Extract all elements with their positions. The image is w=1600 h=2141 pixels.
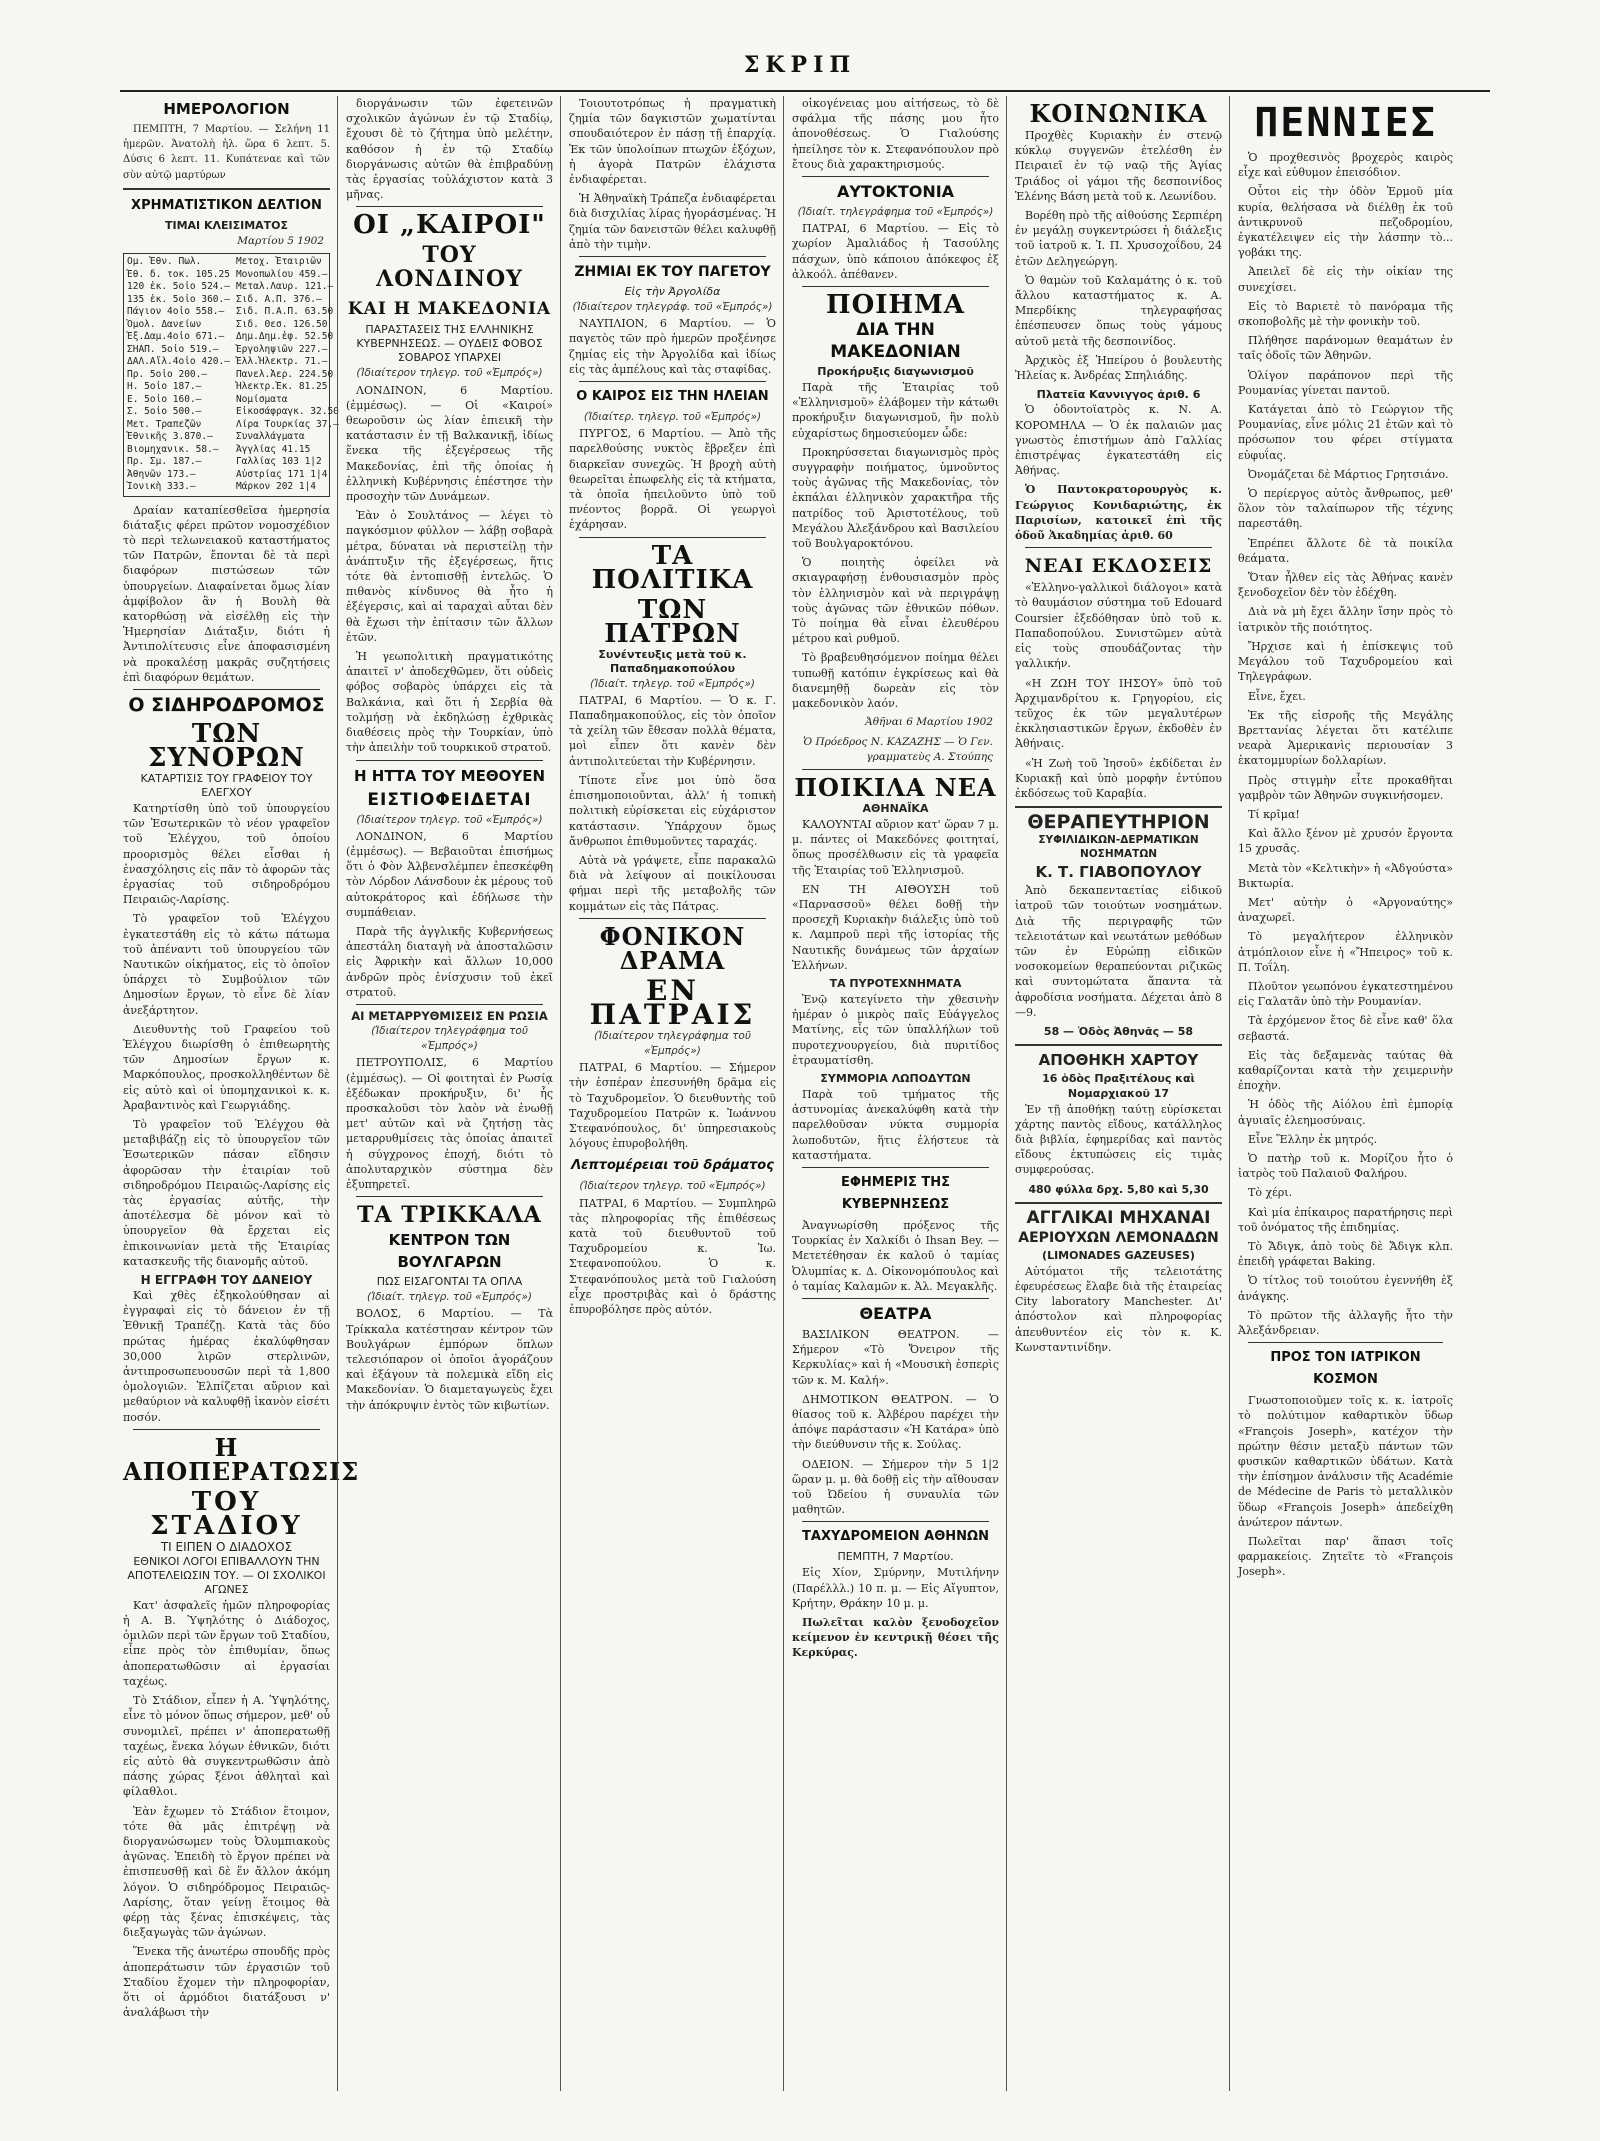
apothiki-address: 16 ὁδὸς Πραξιτέλους καὶ Νομαρχιακοῦ 17 [1042,1072,1195,1101]
pennies-item: Ὁ προχθεσινὸς βροχερὸς καιρὸς εἶχε καὶ εὐθυμον ἐπεισόδιον. [1238,151,1453,180]
stock-cell: Ἐξ.Δαμ.4οἰο 671.— [127,331,225,343]
stock-cell: Γαλλίας 103 1|2 [235,456,322,468]
stock-cell: Σιδ. Π.Α.Π. 63.50 [235,306,334,318]
sidirodromos-p3: Διευθυντὴς τοῦ Γραφείου τοῦ Ἐλέγχου διωρίσθη ὁ ἐπιθεωρητὴς τῶν Δημοσίων ἔργων κ. Μαρκόπουλος, προσκολληθέντων δὲ εἰς αὐτὸ καὶ οἱ ὑπομηχανικοὶ κ. κ. Ἀραβαντινὸς καὶ Γεωργιάδης. [123,1022,330,1112]
stadio-subhead-1: ΤΙ ΕΙΠΕΝ Ο ΔΙΑΔΟΧΟΣ [160,1539,293,1554]
stadio-subhead-2: ΕΘΝΙΚΟΙ ΛΟΓΟΙ ΕΠΙΒΑΛΛΟΥΝ ΤΗΝ ΑΠΟΤΕΛΕΙΩΣΙΝ ΤΟΥ. — ΟΙ ΣΧΟΛΙΚΟΙ ΑΓΩΝΕΣ [127,1554,326,1596]
iatrikos-kosmos-p: Γνωστοποιοῦμεν τοῖς κ. κ. ἰατροῖς τὸ πολύτιμον καθαρτικὸν ὕδωρ «François Joseph», κατέχον τὴν πρώτην θέσιν μεταξὺ πάντων τῶν φυσικῶν καθαρτικῶν ὑδάτων. Κατὰ τὴν ἐπίσημον ἀνάλυσιν τῆς Académie de Médecine de Paris τὸ μεταλλικὸν ὕδωρ «François Joseph» ἀπεδείχθη ἀνώτερον πάντων. [1238,1394,1453,1529]
pennies-item: Τὰ ἐρχόμενον ἔτος δὲ εἶνε καθ' ὅλα σεβαστά. [1238,1014,1453,1043]
pennies-item: Ἐκ τῆς εἰσροῆς τῆς Μεγάλης Βρεττανίας λέγεται ὅτι κατέλιπε νεαρὰ Ἀμερικανὶς περιουσίαν 3 ἑκατομμυρίων δολλαρίων. [1238,708,1453,768]
trikala-title: ΤΑ ΤΡΙΚΚΑΛΑ [357,1202,542,1229]
column-2 [346,96,553,2091]
stock-cell: Εἰκοσάφραγκ. 32.50 [235,406,339,418]
politika-p1: ΠΑΤΡΑΙ, 6 Μαρτίου. — Ὁ κ. Γ. Παπαδημακοπούλος, εἰς τὸν ὁποῖον τὰ χείλη τῶν ἔθεσαν πολλὰ θέματα, μοὶ εἶπεν ὅτι κανὲν δὲν ἀντιπολιτεύεται τὴν Κυβέρνησιν. [569,693,776,768]
stock-cell: Πάγιον 4οἰο 558.— [127,306,225,318]
poikila-title: ΠΟΙΚΙΛΑ ΝΕΑ [794,772,997,802]
kairoi-p1: ΛΟΝΔΙΝΟΝ, 6 Μαρτίου. (ἐμμέσως). — Οἱ «Καιροί» θεωροῦσιν ὡς λίαν ἐπιεικῆ τὴν κατάστασιν ἐν τῇ Βαλκανικῇ, ἰδίως ἕνεκα τῆς ἐξεγέρσεως τῆς Μακεδονίας, ἐπὶ τῆς ὁποίας ἡ ἑλληνικὴ Κυβέρνησις ἐπέστησε τὴν προσοχὴν τῶν Δυνάμεων. [346,383,553,504]
agglikai-p: Αὐτόματοι τῆς τελειοτάτης ἐφευρέσεως ἔλαβε διὰ τῆς ἐταιρείας City laboratory Manchester. Δι' ἀπόστολον καὶ πληροφορίας ἀπευθυντέον εἰς τὸν κ. Κ. Κωνσταντινίδην. [1015,1264,1222,1354]
foniko-p: ΠΑΤΡΑΙ, 6 Μαρτίου. — Σήμερον τὴν ἑσπέραν ἐπεσυνήθη δρᾶμα εἰς τὸ Ταχυδρομεῖον. Ὁ διευθυντὴς τοῦ Ταχυδρομείου Πατρῶν κ. Ἰωάννου Στεφανόπουλος, δι' ὑπηρεσιακοὺς λόγους ἐπυροβολήθη. [569,1061,776,1151]
poiema-p3: Ὁ ποιητὴς ὀφείλει νὰ σκιαγραφήσῃ ἐνθουσιασμὸν πρὸς τὸν ἑλληνισμὸν καὶ νὰ περιγράψῃ τοὺς ἀγῶνας τῶν ἐθνικῶν πόθων. Τὸ ποίημα θὰ εἶναι ἐλευθέρου μέτρου καὶ ρυθμοῦ. [792,556,999,646]
eggrafi-p: Καὶ χθὲς ἐξηκολούθησαν αἱ ἐγγραφαὶ εἰς τὸ δάνειον ἐν τῇ Ἐθνικῇ Τραπέζῃ. Κατὰ τὰς δύο πρώτας ἡμέρας ἐκαλύφθησαν 30,000 λιρῶν στερλινῶν, ἀντιπροσωπευουσῶν περὶ τὰ 1,800 ὁμολογιῶν. Ἐλπίζεται αὔριον καὶ μεθαύριον νὰ καλυφθῇ ἱκανὸν εἰσέτι ποσόν. [123,1289,330,1424]
stock-cell: Ἀγγλίας 41.15 [235,443,311,455]
masthead-title: ΣΚΡΙΠ [743,52,857,78]
stock-cell: Νομίσματα [235,393,288,405]
pennies-item: Ἐπρέπει ἄλλοτε δὲ τὰ ποικίλα θεάματα. [1238,536,1453,565]
kairoi-p2: Ἐὰν ὁ Σουλτάνος — λέγει τὸ παγκόσμιον φύλλον — λάβῃ σοβαρὰ μέτρα, δύναται νὰ περιστείλῃ τὴν ἀνάπτυξιν τῆς ἐξεγέρσεως, ἥτις τότε θὰ ἐντοπισθῇ ἐντελῶς. Ὁ πιθανὸς κίνδυνος θὰ ἦτο ἡ ἐξέγερσις, καὶ αἱ ταραχαὶ αὗται δὲν θὰ ἔχωσι τὴν ἐπίτασιν τῶν ἄλλων ἐτῶν. [346,509,553,644]
pennies-item: Ἡ ὁδὸς τῆς Αἰόλου ἐπὶ ἐμπορίᾳ ἀγυιαῖς ἐλεημοσύναις. [1238,1098,1453,1127]
poiema-subtitle: ΔΙΑ ΤΗΝ ΜΑΚΕΔΟΝΙΑΝ [830,320,961,363]
stock-cell: Σιδ. Α.Π. 376.— [235,293,322,305]
pennies-item: Καὶ μία ἐπίκαιρος παρατήρησις περὶ τοῦ ὀνόματος τῆς ἐπιδημίας. [1238,1205,1453,1234]
autoktonia-p: ΠΑΤΡΑΙ, 6 Μαρτίου. — Εἰς τὸ χωρίον Ἀμαλιάδος ἡ Τασούλης πάσχων, ὑπὸ κάποιου ἀπόκεφος ἐξ ἀλκοόλ. ἀπέθανεν. [792,222,999,281]
pennies-item: Ἤρχισε καὶ ἡ ἐπίσκεψις τοῦ Μεγάλου τοῦ Ταχυδρομείου καὶ Τηλεγράφων. [1238,639,1453,684]
manena-address: Πλατεῖα Καννιγγος ἀριθ. 6 [1036,388,1201,402]
pennies-item: Κατάγεται ἀπὸ τὸ Γεώργιον τῆς Ρουμανίας, εἶνε μόλις 21 ἐτῶν καὶ τὸ πρόσωπον του φέρει στίγματα εὐφυΐας. [1238,403,1453,462]
poiema-p1: Παρὰ τῆς Ἑταιρίας τοῦ «Ἑλληνισμοῦ» ἐλάβομεν τὴν κάτωθι προκήρυξιν διαγωνισμοῦ, ἣν πολὺ εὐχαρίστως δημοσιεύομεν ὧδε: [792,381,999,440]
kairoi-telegram: (Ἰδιαίτερον τηλεγρ. τοῦ «Ἐμπρός») [356,367,543,380]
agglikai-subtitle-2: (LIMONADES GAZEUSES) [1042,1248,1195,1262]
kairoi-subhead: ΠΑΡΑΣΤΑΣΕΙΣ ΤΗΣ ΕΛΛΗΝΙΚΗΣ ΚΥΒΕΡΝΗΣΕΩΣ. — ΟΥΔΕΙΣ ΦΟΒΟΣ ΣΟΒΑΡΟΣ ΥΠΑΡΧΕΙ [356,323,543,365]
sidirodromos-subhead: ΚΑΤΑΡΤΙΣΙΣ ΤΟΥ ΓΡΑΦΕΙΟΥ ΤΟΥ ΕΛΕΓΧΟΥ [140,771,313,799]
trikala-subtitle: ΚΕΝΤΡΟΝ ΤΩΝ ΒΟΥΛΓΑΡΩΝ [388,1231,511,1272]
pyrotexnimata-title: ΤΑ ΠΥΡΟΤΕΧΝΗΜΑΤΑ [829,976,962,990]
poiema-p4: Τὸ βραβευθησόμενον ποίημα θέλει τυπωθῇ κατόπιν ἐγκρίσεως καὶ θὰ διανεμηθῇ δωρεὰν εἰς τὸν μακεδονικὸν λαόν. [792,651,999,711]
timai-heading: ΤΙΜΑΙ ΚΛΕΙΣΙΜΑΤΟΣ [164,218,289,232]
timai-date: Μαρτίου 5 1902 [237,234,324,247]
leptomereiai-telegram: (Ἰδιαίτερον τηλεγρ. τοῦ «Ἐμπρός») [579,1180,766,1193]
pennies-item: Τὸ Ἄδιγκ, ἀπὸ τοὺς δὲ Ἄδιγκ κλπ. ἐπειδὴ γράφεται Baking. [1238,1240,1453,1269]
eggrafi-title: Η ΕΓΓΡΑΦΗ ΤΟΥ ΔΑΝΕΙΟΥ [140,1273,313,1288]
metarrythmiseis-p: ΠΕΤΡΟΥΠΟΛΙΣ, 6 Μαρτίου (ἐμμέσως). — Οἱ φοιτηταὶ ἐν Ρωσίᾳ ἐξέδωκαν προκήρυξιν, δι' ἧς προσκαλοῦσι τὸν λαὸν νὰ ἐνωθῇ μετ' αὐτῶν καὶ νὰ ζητήσῃ τὰς μεταρρυθμίσεις τὰς ὁποίας ἀπαιτεῖ ἡ σύγχρονος ἐποχή, διότι τὸ ἀπολυταρχικὸν σύστημα δὲν ἐξυπηρετεῖ. [346,1056,553,1191]
foniko-subtitle: ΕΝ ΠΑΤΡΑΙΣ [589,973,756,1031]
pennies-item: Τὸ μεγαλήτερον ἑλληνικὸν ἀτμόπλοιον εἶνε ἡ «Ἤπειρος» τοῦ κ. Π. Τοΐλη. [1238,930,1453,974]
stock-cell: Δημ.Δημ.ἐφ. 52.50 [235,331,334,343]
column-1 [123,96,360,2091]
poleitai-ad: Πωλεῖται καλὸν ξενοδοχεῖον κείμενον ἐν κεντρικῇ θέσει τῆς Κερκύρας. [792,1616,999,1660]
pennies-item: Πρὸς στιγμὴν εἶτε προκαθῆται γαμβρὸν τῶν Ἀθηνῶν συγκινήσομεν. [1238,773,1453,802]
stock-cell: Πρ. Σμ. 187.— [127,456,202,468]
stadio-p1: Κατ' ἀσφαλεῖς ἡμῶν πληροφορίας ἡ Α. Β. Ὑψηλότης ὁ Διάδοχος, ὁμιλῶν περὶ τῶν ἔργων τοῦ Σταδίου, εἶπε πρὸς τὸν ἐπιθυμίαν, ὅπως ἀποπερατωθῶσιν αἱ ἐργασίαι ταχέως. [123,1598,330,1688]
taxydromeion-title: ΤΑΧΥΔΡΟΜΕΙΟΝ ΑΘΗΝΩΝ [802,1529,989,1545]
pennies-item: Πλήθησε παράνομων θεαμάτων ἐν ταῖς ὁδοῖς τῶν Ἀθηνῶν. [1238,334,1453,363]
neai-ekdoseis-p2: «Η ΖΩΗ ΤΟΥ ΙΗΣΟΥ» ὑπὸ τοῦ Ἀρχιμανδρίτου κ. Γρηγορίου, εἰς τεῦχος ἐκ τῶν μεγαλυτέρων ἐκκλησιαστικῶν ἔργων, ἐκδοθὲν ἐν Ἀθήναις. [1015,676,1222,751]
stock-cell: Η. 5οἰο 187.— [127,381,202,393]
column-3 [569,96,776,2091]
symmoria-title: ΣΥΜΜΟΡΙΑ ΛΩΠΟΔΥΤΩΝ [820,1071,971,1085]
foniko-title: ΦΟΝΙΚΟΝ ΔΡΑΜΑ [599,921,746,975]
kairos-ilia-p: ΠΥΡΓΟΣ, 6 Μαρτίου. — Ἀπὸ τῆς παρελθούσης νυκτὸς ἔβρεξεν ἐπὶ διαρκεῖαν συνεχῶς. Ἡ βροχὴ αὐτὴ θεωρεῖται ἐπωφελὴς εἰς τὰ κτήματα, τὰ ὁποῖα ἠπειλοῦντο ὑπὸ τοῦ πνέοντος βορρᾶ. Οἱ γεωργοὶ ἐχάρησαν. [569,427,776,532]
therapeutirion-address: 58 — Ὁδὸς Ἀθηνᾶς — 58 [1043,1024,1194,1038]
metarrythmiseis-title: ΑΙ ΜΕΤΑΡΡΥΘΜΙΣΕΙΣ ΕΝ ΡΩΣΙΑ [351,1008,548,1023]
kairoi-p3: Ἡ γεωπολιτικὴ πραγματικότης ἀπαιτεῖ ν' ἀποδεχθῶμεν, ὅτι οὐδεὶς φόβος σοβαρὸς ὑπάρχει εἰς τὰ Βαλκάνια, καὶ ὅτι ἡ Σερβία θὰ τολμήσῃ νὰ ἐκδηλώσῃ ἐχθρικὰς διαθέσεις πρὸς τὴν Τουρκίαν, ὑπὸ τὴν ἀπειλὴν τοῦ τουρκικοῦ στρατοῦ. [346,650,553,755]
col4-top-paragraph: οἰκογένειας μου αἰτήσεως, τὸ δὲ σφάλμα τῆς πάσης μου ἦτο ἀπονοθέσεως. Ὁ Γιαλούσης ἠπείλησε τὸν κ. Στεφανόπουλον πρὸ ἔτους διὰ χαρακτηρισμούς. [792,97,999,171]
zimiai-title: ΖΗΜΙΑΙ ΕΚ ΤΟΥ ΠΑΓΕΤΟΥ [574,264,771,281]
zimiai-p: ΝΑΥΠΛΙΟΝ, 6 Μαρτίου. — Ὁ παγετὸς τῶν πρὸ ἡμερῶν προξένησε ζημίας εἰς τὴν Ἀργολίδα καὶ ἰδίως εἰς τὰς ἀμπέλους καὶ τὰς σταφίδας. [569,317,776,376]
politika-subhead: Συνέντευξις μετὰ τοῦ κ. Παπαδημακοπούλου [598,647,747,675]
pennies-item: Μετὰ τὸν «Κελτικὴν» ἡ «Ἀδγούστα» Βικτωρία. [1238,861,1453,890]
stock-cell: Αὐστρίας 171 1|4 [235,468,328,480]
pennies-item: Εἰς τὰς δεξαμενὰς ταύτας θὰ καθαρίζονται κατὰ τὴν χειμερινὴν ἐποχὴν. [1238,1048,1453,1093]
pennies-item: Ἀπειλεῖ δὲ εἰς τὴν οἰκίαν της συνεχίσει. [1238,265,1453,294]
zimiai-subhead: Εἰς τὴν Ἀργολίδα [624,285,721,299]
iatrikos-kosmos-title: ΠΡΟΣ ΤΟΝ ΙΑΤΡΙΚΟΝ ΚΟΣΜΟΝ [1270,1350,1421,1388]
pennies-item: Διὰ νὰ μὴ ἔχει ἄλλην ἴσην πρὸς τὸ ἰατρικὸν τῆς ποιότητος. [1238,605,1453,634]
leptomereiai-title: Λεπτομέρειαι τοῦ δράματος [571,1158,774,1174]
autoktonia-title: ΑΥΤΟΚΤΟΝΙΑ [836,182,955,202]
neai-ekdoseis-title: ΝΕΑΙ ΕΚΔΟΣΕΙΣ [1024,555,1213,578]
koinonika-p1: Προχθὲς Κυριακὴν ἐν στενῷ κύκλῳ συγγενῶν ἐτελέσθη ἐν Πειραιεῖ ἐν τῷ ναῷ τῆς Ἁγίας Τριάδος οἱ γάμοι τῆς δεσποινίδος Ἑλένης Βάση μετὰ τοῦ κ. Λεωνίδου. [1015,129,1222,203]
pyrotexnimata-p: Ἐνῷ κατεγίνετο τὴν χθεσινὴν ἡμέραν ὁ μικρὸς παῖς Εὐάγγελος Ματίνης, εἷς τῶν ὑπαλλήλων τοῦ πυροτεχνουργείου, διὰ πυριτίδος ἐτραυματίσθη. [792,992,999,1067]
theatra-p3: ΟΔΕΙΟΝ. — Σήμερον τὴν 5 1|2 ὥραν μ. μ. θὰ δοθῇ εἰς τὴν αἴθουσαν τοῦ Ὠδείου ἡ συναυλία τῶν μαθητῶν. [792,1457,999,1517]
stock-cell: ΔΑΛ.Αἴλ.4οἰο 420.— [127,356,230,368]
poiema-signature: Ὁ Πρόεδρος Ν. ΚΑΖΑΖΗΣ — Ὁ Γεν. γραμματεὺς Α. Στούπης [803,735,993,763]
athenaiki-paragraph: Ἡ Ἀθηναϊκὴ Τράπεζα ἐνδιαφέρεται διὰ δισχιλίας λίρας ἠγοράσμένας. Ἡ ζημία τῶν δανειστῶν θέλει καλυφθῇ ἀπὸ τὴν τιμὴν. [569,192,776,251]
stock-cell: Μεταλ.Λαυρ. 121.— [235,281,334,293]
stock-table [123,253,339,497]
stock-cell: 120 ἐκ. 5οἰο 524.— [127,281,230,293]
intro-paragraph: Δραίαν καταπίεσθεῖσα ἡμερησία διάταξις φέρει πρῶτον νομοσχέδιον τὸ περὶ τελωνειακοῦ καταστήματος τῶν Πατρῶν, ἔπονται δὲ τὰ περὶ διαφόρων πιστώσεων τῶν ὑπουργείων. Διαφαίνεται ὅμως λίαν ἀμφίβολον ἂν ἡ Βουλὴ θὰ κατορθώσῃ νὰ εἰσέλθῃ εἰς τὴν Ἡμερησίαν Διάταξιν, διότι ἡ Ἀντιπολίτευσις εἶνε ἀποφασισμένη νὰ προκαλέσῃ μακρᾶς συζητήσεις ἐπὶ διαφόρων θεμάτων. [123,503,330,684]
taxydromeion-p: Εἰς Χίον, Σμύρνην, Μυτιλήνην (Παρέλλλ.) 10 π. μ. — Εἰς Αἴγυπτον, Κρήτην, Θράκην 10 μ. μ. [792,1566,999,1610]
kairos-ilia-title: Ο ΚΑΙΡΟΣ ΕΙΣ ΤΗΝ ΗΛΕΙΑΝ [576,389,769,405]
stock-cell: Λίρα Τουρκίας 37.— [235,418,339,430]
col2-top-paragraph: διοργάνωσιν τῶν ἐφετεινῶν σχολικῶν ἀγώνων ἐν τῷ Σταδίῳ, ἔχουσι δὲ τὸ ζήτημα ὑπὸ μελέτην, καθόσον ἡ ἐν τῷ Σταδίῳ διοργάνωσις αὐτῶν θὰ ἐπιβραδύνῃ τὰς ἐργασίας τοὐλάχιστον κατὰ 3 μῆνας. [346,97,553,202]
neai-ekdoseis-p1: «Ἑλληνο-γαλλικοὶ διάλογοι» κατὰ τὸ θαυμάσιον σύστημα τοῦ Edouard Coursier ἐξεδόθησαν ὑπὸ τοῦ κ. Παπαδοπούλου. Συνιστῶμεν αὐτὰ εἰς τοὺς σπουδάζοντας τὴν γαλλικήν. [1015,581,1222,671]
apothiki-price: 480 φύλλα δρχ. 5,80 καὶ 5,30 [1028,1182,1209,1196]
agglikai-title: ΑΓΓΛΙΚΑΙ ΜΗΧΑΝΑΙ [1026,1207,1211,1228]
stadio-subtitle: ΤΟΥ ΣΤΑΔΙΟΥ [150,1486,303,1541]
masthead-rule [120,90,1490,92]
pennies-item: Ὁ τίτλος τοῦ τοιούτου ἐγεννήθη ἐξ ἀνάγκης. [1238,1274,1453,1303]
poiema-subhead: Προκήρυξις διαγωνισμοῦ [817,365,974,379]
stock-cell: Ἐθνικῆς 3.870.— [127,431,213,443]
koinonika-p3: Ὁ θαμὼν τοῦ Καλαμάτης ὁ κ. τοῦ ἄλλου καταστήματος κ. Α. Μπερδίκης τηλεγραφήσας ἐπέσπευσεν ὅπως τοὺς γάμους αὐτοῦ μετὰ τῆς δεσποινίδος. [1015,273,1222,348]
pennies-title: ΠΕΝΝΙΕΣ [1254,100,1437,146]
pennies-item: Οὗτοι εἰς τὴν ὁδὸν Ἑρμοῦ μία κυρία, θελήσασα νὰ διέλθῃ ἐκ τοῦ ἀντικρυνοῦ πεζοδρομίου, ἐγκατέλειψεν εἰς τὴν λάσπην τὸ... γοβάκι της. [1238,185,1453,260]
stock-cell: Ομ. Ἐθν. Πωλ. [127,256,202,268]
koinonika-title: ΚΟΙΝΩΝΙΚΑ [1029,99,1208,128]
sidirodromos-p4: Τὸ γραφεῖον τοῦ Ἐλέγχου θὰ μεταβιβάζῃ εἰς τὸ ὑπουργεῖον τῶν Ἐσωτερικῶν πάσαν εἴδησιν ἀφορῶσαν τὴν ἑταιρίαν τοῦ σιδηροδρόμου Πειραιῶς-Λαρίσης εἰς τὰς ἐργασίας αὐτῆς, τὴν ἀποτέλεσμα δὲ μόνον καὶ τὸ ὑπουργεῖον θὰ ἔρχεται εἰς ἐπικοινωνίαν μετὰ τῆς Ἑταιρίας κατασκευῆς τῆς διανομῆς αὐτοῦ. [123,1118,330,1268]
politika-p2: Τίποτε εἶνε μοι ὑπὸ ὅσα ἐπισημοποιοῦνται, ἀλλ' ἡ τοπικὴ πολιτικὴ εὑρίσκεται εἰς εὐχάριστον κατάστασιν. Ὑπάρχουν ὅμως ἄνθρωποι ἐπιθυμοῦντες ταραχάς. [569,773,776,848]
stock-cell: Ἐργοληψιῶν 227.— [235,343,328,355]
pennies-item: Τὸ πρῶτον τῆς ἀλλαγῆς ἦτο τὴν Ἀλεξάνδρειαν. [1238,1308,1453,1338]
poikila-p2: ΕΝ ΤΗ ΑΙΘΟΥΣΗ τοῦ «Παρνασσοῦ» θέλει δοθῇ τὴν προσεχῆ Κυριακὴν διάλεξις ὑπὸ τοῦ κ. Λαμπροῦ περὶ τῆς ἱστορίας τῆς Ναυτικῆς δυνάμεως τῶν ἀρχαίων Ἑλλήνων. [792,882,999,972]
stadio-p4: Ἕνεκα τῆς ἀνωτέρω σπουδῆς πρὸς ἀποπεράτωσιν τῶν ἐργασιῶν τοῦ Σταδίου ἔχομεν τὴν πληροφορίαν, ὅτι οἱ ἁρμόδιοι διατάξουσι ν' ἀναλάβωσι τὴν [123,1945,330,2020]
column-4 [792,96,999,2091]
kairoi-subtitle: ΤΟΥ ΛΟΝΔΙΝΟΥ [376,242,523,293]
itta-title: Η ΗΤΤΑ ΤΟΥ ΜΕΘΟΥΕΝ [353,766,546,785]
column-5 [1015,96,1222,2091]
stadio-p2: Τὸ Στάδιον, εἶπεν ἡ Α. Ὑψηλότης, εἶνε τὸ μόνον ὅπως σήμερον, μεθ' οὗ συνομιλεῖ, πρέπει ν' ἀποπερατωθῇ ταχέως, ἕνεκα λόγων ἐθνικῶν, διότι εἰς αὐτὸ θὰ συγκεντρωθῶσιν ἀπὸ πάσης χώρας ξένοι ἀθληταὶ καὶ φίλαθλοι. [123,1694,330,1799]
col3-top-paragraph: Τοιουτοτρόπως ἡ πραγματικὴ ζημία τῶν δαγκιστῶν χωματίνται σπουδαιότερον ἐν πάσῃ τῇ ἐπαρχίᾳ. Ἐκ τῶν ὑπολοίπων πτωχῶν ἐξόχων, ἡ ἀγορὰ Πατρῶν ἐλάχιστα ἐνδιαφέρεται. [569,97,776,187]
trikala-p: ΒΟΛΟΣ, 6 Μαρτίου. — Τὰ Τρίκκαλα κατέστησαν κέντρον τῶν Βουλγάρων ἐμπόρων ὅπλων τελεσιόπαρον οἱ ὁποῖοι ἀγοράζουν καὶ ἐξάγουν τὰ πολεμικὰ εἴδη εἰς Μακεδονίαν. Ὁ διαμεταγωγεὺς ἔχει τὴν ἀπόκρυψιν ἐντὸς τῶν κιβωτίων. [346,1307,553,1412]
stock-cell: ΣΗΑΠ. 5οἰο 519.— [127,343,219,355]
politika-telegram: (Ἰδιαίτ. τηλεγρ. τοῦ «Ἐμπρός») [590,677,755,690]
stock-cell: Ἀθηνῶν 173.— [127,468,196,480]
theatra-p1: ΒΑΣΙΛΙΚΟΝ ΘΕΑΤΡΟΝ. — Σήμερον «Τὸ Ὄνειρον τῆς Κερκυλίας» καὶ ἡ «Μουσικὴ ἐσπερὶς τῶν κ. Μ. Καλή». [792,1327,999,1387]
itta-p1: ΛΟΝΔΙΝΟΝ, 6 Μαρτίου (ἐμμέσως). — Βεβαιοῦται ἐπισήμως ὅτι ὁ Φὸν Ἀλβενσλέμπεν ἐπεσκέφθη τὸν Λόρδον Λάνσδουν ἐκ μέρους τοῦ αὐτοκράτορος καὶ ἐδήλωσε τὴν συμπάθειαν. [346,829,553,919]
zimiai-telegram: (Ἰδιαίτερον τηλεγράφ. τοῦ «Ἐμπρός») [572,301,773,314]
trikala-subhead: ΠΩΣ ΕΙΣΑΓΟΝΤΑΙ ΤΑ ΟΠΛΑ [376,1275,523,1289]
pennies-item: Καὶ ἄλλο ξένον μὲ χρυσόν ἔργοντα 15 χρυσᾶς. [1238,827,1453,856]
pennies-item: Ὀνομάζεται δὲ Μάρτιος Γρητσιάνο. [1248,467,1449,481]
metarrythmiseis-telegram: (Ἰδιαίτερον τηλεγράφημα τοῦ «Ἐμπρός») [371,1024,528,1053]
iatrikos-kosmos-sign: Πωλεῖται παρ' ἅπασι τοῖς φαρμακείοις. Ζητεῖτε τὸ «François Joseph». [1238,1535,1453,1579]
stock-cell: Μάρκον 202 1|4 [235,481,317,493]
theatra-p2: ΔΗΜΟΤΙΚΟΝ ΘΕΑΤΡΟΝ. — Ὁ θίασος τοῦ κ. Ἀλβέρου παρέχει τὴν ἀπόψε παράστασιν «Ἡ Κατάρα» ὑπὸ τὴν διεύθυνσιν τῆς κ. Σούλας. [792,1392,999,1452]
therapeutirion-title: ΘΕΡΑΠΕΥΤΗΡΙΟΝ [1027,811,1210,834]
xrimatistiko-title: ΧΡΗΜΑΤΙΣΤΙΚΟΝ ΔΕΛΤΙΟΝ [131,197,322,213]
koinonika-p5: Ὁ ὀδοντοϊατρὸς κ. Ν. Α. ΚΟΡΟΜΗΛΑ — Ὁ ἐκ παλαιῶν μας γνωστὸς ἐπιστήμων ἀπὸ Γαλλίας ἐπιστρέψας ἐγκατεστάθη εἰς Ἀθήνας. [1015,403,1222,478]
sidirodromos-p2: Τὸ γραφεῖον τοῦ Ἐλέγχου ἐγκατεστάθη εἰς τὸ κάτω πάτωμα τοῦ ἀπέναντι τοῦ ὑπουργείου τῶν Ναυτικῶν οἰκήματος, εἰς τὸ ὁποῖον ὑπάρχει τὸ Συμβούλιον τῶν Δημοσίων ἔργων, τὸ εἶνε δὲ λίαν ἀνεξάρτητον. [123,912,330,1017]
stadio-p3: Ἐὰν ἔχωμεν τὸ Στάδιον ἕτοιμον, τότε θὰ μᾶς ἐπιτρέψῃ νὰ διοργανώσωμεν τοὺς Ὀλυμπιακοὺς ἀγῶνας. Ἐπειδὴ τὸ ἔργον πρέπει νὰ ἐπισπευσθῇ καὶ δὲ ἕν ἄλλον ἀκόμη λόγον. Ὁ σιδηρόδρομος Πειραιῶς-Λαρίσης, ὅταν γείνῃ ἕτοιμος θὰ φέρῃ τὰς ξένας ἐπισκέψεις, τὰς διεξαγωγὰς τῶν ἀγώνων. [123,1804,330,1940]
stock-cell: Μετ. Τραπεζῶν [127,418,202,430]
politika-p3: Αὐτὰ νὰ γράψετε, εἶπε παρακαλῶ διὰ νὰ λείψουν αἱ ποικίλουσαι φήμαι περὶ τῆς μεταβολῆς τῶν κομμάτων εἰς τὰς Πάτρας. [569,853,776,913]
pennies-item: Εἰς τὸ Βαριετὲ τὸ πανόραμα τῆς σκοποβολῆς μὲ τὴν φονικὴν τοῦ. [1238,299,1453,329]
poiema-p2: Προκηρύσσεται διαγωνισμὸς πρὸς συγγραφὴν ποιήματος, ὑμνοῦντος τοὺς ἀγῶνας τῆς Μακεδονίας, τὸν ἐκπάλαι ἑλληνικὸν χαρακτῆρα τῆς πατρίδος τοῦ Ἀριστοτέλους, τοῦ Μεγάλου Ἀλεξάνδρου καὶ Βασιλείου τοῦ Βουλγαροκτόνου. [792,445,999,551]
symmoria-p: Παρὰ τοῦ τμήματος τῆς ἀστυνομίας ἀνεκαλύφθη κατὰ τὴν παρελθοῦσαν νύκτα συμμορία λωποδυτῶν, ἥτις ἐλήστευε τὰ καταστήματα. [792,1087,999,1162]
stock-cell: Ὁμολ. Δανείων [127,318,202,330]
poiema-title: ΠΟΙΗΜΑ [826,290,965,321]
autoktonia-telegram: (Ἰδιαίτ. τηλεγράφημα τοῦ «Ἐμπρός») [797,206,994,219]
therapeutirion-p: Ἀπὸ δεκαπενταετίας εἰδικοῦ ἰατροῦ τῶν τοιούτων νοσημάτων. Διὰ τῆς περιγραφῆς τῶν τελειοτάτων καὶ νεωτάτων μεθόδων τῶν ἐν Εὐρώπῃ εἰδικῶν νοσοκομείων θεραπεύονται ριζικῶς καὶ συντομώτατα ἅπαντα τὰ ἀφροδίσια νοσήματα. Δέχεται ἀπὸ 8—9. [1015,884,1222,1019]
stock-cell: Ἰονικὴ 333.— [127,481,196,493]
politika-title: ΤΑ ΠΟΛΙΤΙΚΑ [591,540,754,595]
stock-cell: Ἐθ. δ. τοκ. 105.25 [127,268,230,280]
pennies-item: Εἶνε, ἔχει. [1248,689,1306,703]
itta-subtitle: ΕΙΣΤΙΟΦΕΙΔΕΤΑΙ [367,789,532,810]
stock-cell: 135 ἐκ. 5οἰο 360.— [127,293,230,305]
masthead [0,52,1600,92]
stock-cell: Ἠλεκτρ.Ἐκ. 81.25 [235,381,328,393]
stock-cell: Ε. 5οἰο 160.— [127,393,202,405]
stock-cell: Σιδ. Θεσ. 126.50 [235,318,328,330]
apothiki-p: Ἐν τῇ ἀποθήκῃ ταύτῃ εὑρίσκεται χάρτης παντὸς εἴδους, κατάλληλος διὰ βιβλία, ἐφημερίδας καὶ παντὸς εἴδους ἐκτυπώσεις εἰς τιμὰς συμφερούσας. [1015,1102,1222,1177]
stock-cell: Συναλλάγματα [235,431,305,443]
theatra-title: ΘΕΑΤΡΑ [859,1303,932,1323]
sidirodromos-p1: Κατηρτίσθη ὑπὸ τοῦ ὑπουργείου τῶν Ἐσωτερικῶν τὸ νέον γραφεῖον τοῦ Ἐλέγχου, τοῦ ὁποίου προορισμὸς θέλει εἶσθαι ἡ ἐνασχόλησις εἰς πᾶν τὸ ἀφορῶν τὰς ἐργασίας τοῦ σιδηροδρόμου Πειραιῶς-Λαρίσης. [123,801,330,907]
politika-subtitle: ΤΩΝ ΠΑΤΡΩΝ [604,594,741,649]
therapeutirion-doctor: Κ. Τ. ΓΙΑΒΟΠΟΥΛΟΥ [1035,863,1202,882]
neai-ekdoseis-p3: «Ἡ Ζωὴ τοῦ Ἰησοῦ» ἐκδίδεται ἐν Κυριακῇ καὶ ὑπὸ μορφὴν ἐντύπου ἐκδόσεως τοῦ Καραβία. [1015,756,1222,800]
taxydromeion-date: ΠΕΜΠΤΗ, 7 Μαρτίου. [837,1550,954,1564]
pennies-item: Ὁλίγον παράπονον περὶ τῆς Ρουμανίας γίνεται παντοῦ. [1238,368,1453,397]
pennies-item: Εἶνε Ἕλλην ἐκ μητρός. [1248,1132,1378,1146]
stock-cell: Πρ. 5οἰο 200.— [127,368,208,380]
efimeris-p: Ἀναγνωρίσθη πρόξενος τῆς Τουρκίας ἐν Χαλκίδι ὁ Ihsan Bey. — Μετετέθησαν ἐκ καλοῦ ὁ ταμίας Ὀλυμπίας κ. Δ. Οἰκονομόπουλος καὶ ὁ ταμίας Καλαμῶν κ. Ἀλ. Μεγακλῆς. [792,1218,999,1293]
poikila-subhead: ΑΘΗΝΑΪΚΑ [862,801,929,815]
apothiki-title: ΑΠΟΘΗΚΗ ΧΑΡΤΟΥ [1038,1051,1199,1070]
stock-cell: Ἑλλ.Ἠλεκτρ. 71.— [235,356,328,368]
koinonika-p4: Ἀρχικὸς ἐξ Ἠπείρου ὁ βουλευτὴς Ἠλείας κ. Ἀνδρέας Σπηλιάδης. [1015,353,1222,383]
pennies-item: Ὅταν ἦλθεν εἰς τὰς Ἀθήνας κανὲν ξενοδοχεῖον δὲν τὸν ἐδέχθη. [1238,571,1453,600]
poiema-date: Ἀθῆναι 6 Μαρτίου 1902 [865,716,993,729]
agglikai-subtitle: ΑΕΡΙΟΥΧΩΝ ΛΕΜΟΝΑΔΩΝ [1018,1229,1219,1246]
trikala-telegram: (Ἰδιαίτ. τηλεγρ. τοῦ «Ἐμπρός») [367,1291,532,1304]
pennies-item: Τί κρῖμα! [1248,807,1300,821]
kairoi-subtitle-2: ΚΑΙ Η ΜΑΚΕΔΟΝΙΑ [347,299,552,320]
pennies-item: Ὁ περίεργος αὐτὸς ἄνθρωπος, μεθ' ὅλον τὸν ταλαίπωρον τῆς τέχνης παρεστάθη. [1238,487,1453,531]
stock-cell: Σ. 5οἰο 500.— [127,406,202,418]
itta-p2: Παρὰ τῆς ἀγγλικῆς Κυβερνήσεως ἀπεστάλη διαταγὴ νὰ ἀποσταλῶσιν εἰς Ἀφρικὴν καὶ ἄλλων 10,000 ἀνδρῶν πρὸς ἐνίσχυσιν τοῦ ἐκεῖ στρατοῦ. [346,924,553,999]
pantokrator-notice: Ὁ Παντοκρατορουργὸς κ. Γεώργιος Κονιδαριώτης, ἐκ Παρισίων, κατοικεῖ ἐπὶ τῆς ὁδοῦ Ἀκαδημίας ἀριθ. 60 [1015,483,1222,543]
stock-cell: Βιομηχανικ. 58.— [127,443,219,455]
leptomereiai-p: ΠΑΤΡΑΙ, 6 Μαρτίου. — Συμπληρῶ τὰς πληροφορίας τῆς ἐπιθέσεως κατὰ τοῦ διευθυντοῦ τοῦ Ταχυδρομείου κ. Ἰω. Στεφανοπούλου. Ὁ κ. Στεφανόπουλος μετὰ τοῦ Γιαλούση εἶχε προστριβὰς καὶ ὁ δράστης ἐπυροβόλησε πρὸς αὐτόν. [569,1196,776,1316]
efimeris-title: ΕΦΗΜΕΡΙΣ ΤΗΣ ΚΥΒΕΡΝΗΣΕΩΣ [840,1174,951,1212]
stock-cell: Μετοχ. Ἑταιριῶν [235,256,322,268]
hmerologion-text: ΠΕΜΠΤΗ, 7 Μαρτίου. — Σελήνη 11 ἡμερῶν. Ἀνατολὴ ἡλ. ὥρα 6 λεπτ. 5. Δύσις 6 λεπτ. 11. Κυπάτεναε καὶ τῶν σὺν αὐτῷ μαρτύρων [123,124,330,181]
kairoi-title: ΟΙ „ΚΑΙΡΟΙ" [353,210,546,241]
pennies-list [1238,150,1453,1338]
column-6 [1238,96,1453,2091]
pennies-item: Ὁ πατὴρ τοῦ κ. Μορίζου ἦτο ὁ ἰατρὸς τοῦ Παλαιοῦ Φαλήρου. [1238,1151,1453,1181]
pennies-item: Τὸ χέρι. [1248,1186,1293,1200]
pennies-item: Μετ' αὐτὴν ὁ «Ἀργοναύτης» ἀναχωρεῖ. [1238,895,1453,925]
hmerologion-title: ΗΜΕΡΟΛΟΓΙΟΝ [163,100,290,118]
kairos-ilia-telegram: (Ἰδιαίτερ. τηλεγρ. τοῦ «Ἐμπρός») [583,411,762,424]
koinonika-p2: Βορέθη πρὸ τῆς αἰθούσης Σερπιέρη ἐν μεγάλῃ συγκεντρώσει ἡ διάλεξις τοῦ ἰατροῦ κ. Ἰ. Π. Χρυσοχοΐδου, 24 ἐτῶν Δεληγεώργη. [1015,209,1222,268]
pennies-item: Πλοῦτον γεωπόνου ἐγκατεστημένου εἰς Γαλατᾶν ὑπὸ τὴν Ρουμανίαν. [1238,979,1453,1009]
sidirodromos-title: Ο ΣΙΔΗΡΟΔΡΟΜΟΣ [128,693,325,716]
stock-cell: Μονοπωλίου 459.— [235,268,328,280]
therapeutirion-subtitle: ΣΥΦΙΛΙΔΙΚΩΝ-ΔΕΡΜΑΤΙΚΩΝ ΝΟΣΗΜΑΤΩΝ [1038,834,1199,861]
stock-cell: Πανελ.Ἀερ. 224.50 [235,368,334,380]
poikila-p1: ΚΑΛΟΥΝΤΑΙ αὔριον κατ' ὥραν 7 μ. μ. πάντες οἱ Μακεδόνες φοιτηταί, ὅπως προσέλθωσιν εἰς τὰ γραφεῖα τῆς Ἑταιρίας τοῦ Ἑλληνισμοῦ. [792,817,999,877]
itta-telegram: (Ἰδιαίτερον τηλεγρ. τοῦ «Ἐμπρός») [356,813,543,826]
sidirodromos-subtitle: ΤΩΝ ΣΥΝΟΡΩΝ [148,718,305,773]
foniko-telegram: (Ἰδιαίτερον τηλεγράφημα τοῦ «Ἐμπρός») [594,1029,751,1057]
stadio-title: Η ΑΠΟΠΕΡΑΤΩΣΙΣ [123,1432,360,1486]
